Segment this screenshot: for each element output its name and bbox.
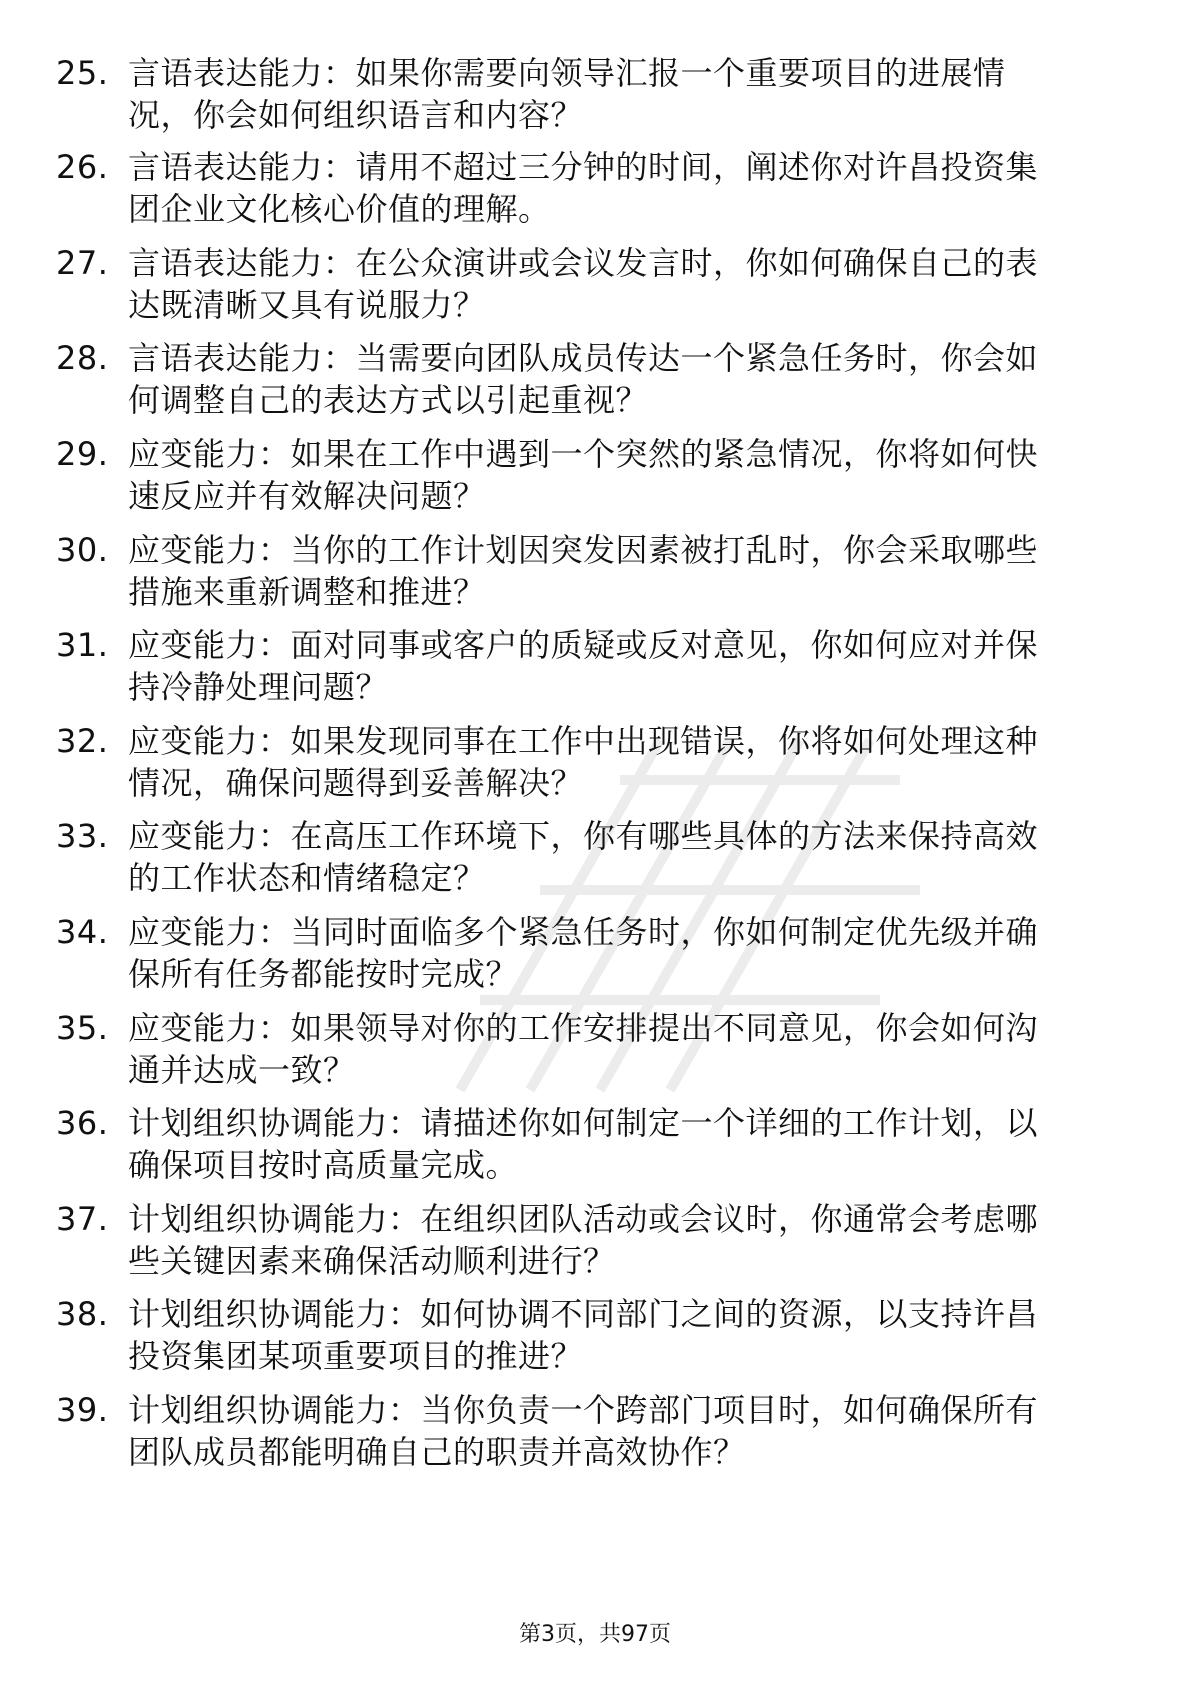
question-text xyxy=(128,911,1168,995)
question-item-30 xyxy=(56,529,1136,619)
question-item-29 xyxy=(56,433,1136,523)
question-text xyxy=(128,433,1168,517)
question-text xyxy=(128,1198,1168,1282)
question-text-line-1: 计划组织协调能力：在组织团队活动或会议时，你通常会考虑哪 xyxy=(128,1200,1039,1238)
question-text-line-1: 计划组织协调能力：如何协调不同部门之间的资源，以支持许昌 xyxy=(128,1295,1039,1333)
question-text-line-1: 应变能力：如果领导对你的工作安排提出不同意见，你会如何沟 xyxy=(128,1009,1039,1047)
question-text-line-2: 况，你会如何组织语言和内容？ xyxy=(128,96,584,134)
question-number: 30. xyxy=(56,531,109,569)
question-text-line-2: 些关键因素来确保活动顺利进行？ xyxy=(128,1242,616,1280)
question-text-line-2: 速反应并有效解决问题？ xyxy=(128,477,486,515)
page-number-footer: 第3页，共97页 xyxy=(519,1622,671,1647)
question-item-39 xyxy=(56,1389,1136,1479)
question-text xyxy=(128,720,1168,804)
question-text-line-2: 团队成员都能明确自己的职责并高效协作？ xyxy=(128,1433,746,1471)
question-text-line-1: 计划组织协调能力：当你负责一个跨部门项目时，如何确保所有 xyxy=(128,1391,1039,1429)
question-text xyxy=(128,1293,1168,1377)
question-number: 25. xyxy=(56,54,109,92)
question-text xyxy=(128,815,1168,899)
question-text-line-1: 应变能力：当同时面临多个紧急任务时，你如何制定优先级并确 xyxy=(128,913,1039,951)
question-number: 37. xyxy=(56,1200,109,1238)
question-text-line-1: 应变能力：如果发现同事在工作中出现错误，你将如何处理这种 xyxy=(128,722,1039,760)
question-text xyxy=(128,242,1168,326)
question-text-line-2: 团企业文化核心价值的理解。 xyxy=(128,190,551,228)
question-number: 27. xyxy=(56,244,109,282)
question-text xyxy=(128,52,1168,136)
question-text-line-2: 何调整自己的表达方式以引起重视？ xyxy=(128,381,649,419)
question-number: 39. xyxy=(56,1391,109,1429)
question-item-27 xyxy=(56,242,1136,332)
question-text xyxy=(128,529,1168,613)
question-text-line-1: 应变能力：如果在工作中遇到一个突然的紧急情况，你将如何快 xyxy=(128,435,1039,473)
question-text-line-2: 确保项目按时高质量完成。 xyxy=(128,1146,519,1184)
question-number: 33. xyxy=(56,817,109,855)
question-number: 26. xyxy=(56,148,109,186)
question-item-33 xyxy=(56,815,1136,905)
question-text-line-2: 投资集团某项重要项目的推进？ xyxy=(128,1337,584,1375)
question-text xyxy=(128,1007,1168,1091)
question-text-line-2: 保所有任务都能按时完成？ xyxy=(128,955,519,993)
question-number: 28. xyxy=(56,339,109,377)
question-number: 38. xyxy=(56,1295,109,1333)
question-item-35 xyxy=(56,1007,1136,1097)
question-number: 29. xyxy=(56,435,109,473)
question-text-line-2: 达既清晰又具有说服力？ xyxy=(128,286,486,324)
question-item-36 xyxy=(56,1102,1136,1192)
question-item-38 xyxy=(56,1293,1136,1383)
question-item-26 xyxy=(56,146,1136,236)
question-text xyxy=(128,1389,1168,1473)
question-text xyxy=(128,1102,1168,1186)
question-text-line-1: 言语表达能力：当需要向团队成员传达一个紧急任务时，你会如 xyxy=(128,339,1039,377)
question-item-28 xyxy=(56,337,1136,427)
question-item-25 xyxy=(56,52,1136,142)
question-text-line-1: 言语表达能力：在公众演讲或会议发言时，你如何确保自己的表 xyxy=(128,244,1039,282)
question-number: 35. xyxy=(56,1009,109,1047)
question-text xyxy=(128,146,1168,230)
question-item-32 xyxy=(56,720,1136,810)
question-text-line-2: 持冷静处理问题？ xyxy=(128,668,389,706)
question-item-37 xyxy=(56,1198,1136,1288)
question-text-line-1: 言语表达能力：如果你需要向领导汇报一个重要项目的进展情 xyxy=(128,54,1006,92)
question-text-line-1: 应变能力：当你的工作计划因突发因素被打乱时，你会采取哪些 xyxy=(128,531,1039,569)
question-number: 36. xyxy=(56,1104,109,1142)
question-text-line-2: 情况，确保问题得到妥善解决？ xyxy=(128,764,584,802)
question-text xyxy=(128,337,1168,421)
question-item-31 xyxy=(56,624,1136,714)
question-text-line-1: 应变能力：面对同事或客户的质疑或反对意见，你如何应对并保 xyxy=(128,626,1039,664)
question-text-line-1: 计划组织协调能力：请描述你如何制定一个详细的工作计划，以 xyxy=(128,1104,1039,1142)
question-number: 31. xyxy=(56,626,109,664)
question-text-line-1: 应变能力：在高压工作环境下，你有哪些具体的方法来保持高效 xyxy=(128,817,1039,855)
question-text xyxy=(128,624,1168,708)
question-text-line-2: 的工作状态和情绪稳定？ xyxy=(128,859,486,897)
question-number: 34. xyxy=(56,913,109,951)
question-text-line-1: 言语表达能力：请用不超过三分钟的时间，阐述你对许昌投资集 xyxy=(128,148,1039,186)
question-text-line-2: 通并达成一致？ xyxy=(128,1051,356,1089)
question-number: 32. xyxy=(56,722,109,760)
question-item-34 xyxy=(56,911,1136,1001)
question-text-line-2: 措施来重新调整和推进？ xyxy=(128,573,486,611)
